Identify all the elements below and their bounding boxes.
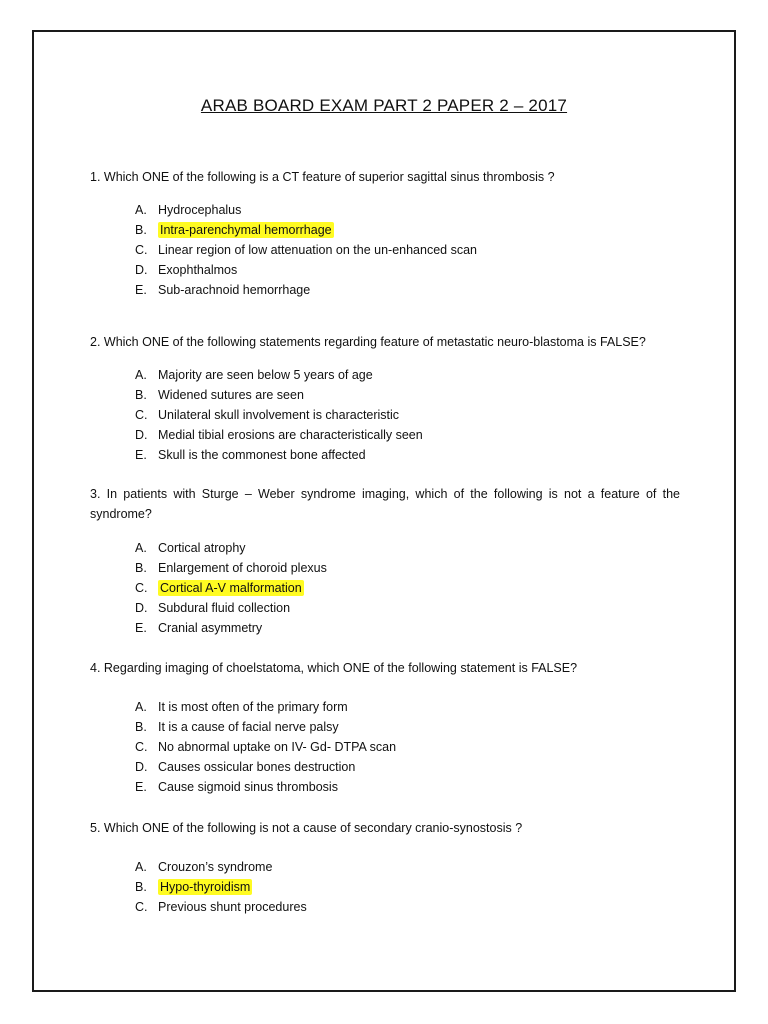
option-text: Cortical atrophy: [158, 541, 246, 555]
option-2d: [135, 425, 695, 445]
option-3b: [135, 558, 695, 578]
page-title: ARAB BOARD EXAM PART 2 PAPER 2 – 2017: [200, 96, 568, 115]
option-3c: [135, 578, 695, 598]
option-4e: [135, 777, 695, 797]
option-text: Exophthalmos: [158, 263, 238, 277]
option-letter: C.: [135, 581, 148, 595]
option-letter: A.: [135, 368, 147, 382]
option-text: Skull is the commonest bone affected: [158, 448, 366, 462]
option-1e: [135, 280, 695, 300]
question-2-text: 2. Which ONE of the following statements regarding feature of metastatic neuro-blastoma is FALSE?: [90, 335, 646, 349]
option-text: Unilateral skull involvement is characteristic: [158, 408, 400, 422]
question-5: [90, 818, 680, 838]
option-5b: [135, 877, 695, 897]
option-text: Crouzon’s syndrome: [158, 860, 273, 874]
question-4-text: 4. Regarding imaging of choelstatoma, which ONE of the following statement is FALSE?: [90, 661, 578, 675]
option-text: Medial tibial erosions are characteristically seen: [158, 428, 423, 442]
option-4d: [135, 757, 695, 777]
option-letter: C.: [135, 408, 148, 422]
option-1a: [135, 200, 695, 220]
option-text: It is a cause of facial nerve palsy: [158, 720, 339, 734]
option-1d: [135, 260, 695, 280]
highlighted-answer: Intra-parenchymal hemorrhage: [160, 223, 332, 237]
question-3: [90, 484, 680, 524]
option-text: Linear region of low attenuation on the un-enhanced scan: [158, 243, 477, 257]
option-1c: [135, 240, 695, 260]
option-text: Previous shunt procedures: [158, 900, 307, 914]
option-4a: [135, 697, 695, 717]
question-5-text: 5. Which ONE of the following is not a cause of secondary cranio-synostosis ?: [90, 821, 523, 835]
option-1b: [135, 220, 695, 240]
option-4b: [135, 717, 695, 737]
option-letter: A.: [135, 541, 147, 555]
option-text: Cause sigmoid sinus thrombosis: [158, 780, 338, 794]
option-letter: D.: [135, 428, 148, 442]
option-3a: [135, 538, 695, 558]
option-letter: E.: [135, 780, 147, 794]
option-letter: A.: [135, 700, 147, 714]
option-4c: [135, 737, 695, 757]
option-text: No abnormal uptake on IV- Gd- DTPA scan: [158, 740, 397, 754]
question-1: [90, 167, 680, 187]
question-3-text: 3. In patients with Sturge – Weber syndrome imaging, which of the following is not a feature of the syndrome?: [90, 487, 680, 521]
option-text: Hydrocephalus: [158, 203, 242, 217]
option-letter: A.: [135, 203, 147, 217]
option-5a: [135, 857, 695, 877]
option-3e: [135, 618, 695, 638]
option-letter: B.: [135, 561, 147, 575]
option-letter: B.: [135, 880, 147, 894]
option-letter: E.: [135, 283, 147, 297]
option-letter: B.: [135, 388, 147, 402]
option-2e: [135, 445, 695, 465]
option-2c: [135, 405, 695, 425]
option-letter: D.: [135, 760, 148, 774]
option-letter: A.: [135, 860, 147, 874]
question-2-options: [135, 365, 695, 465]
option-letter: C.: [135, 243, 148, 257]
option-letter: D.: [135, 601, 148, 615]
question-1-text: 1. Which ONE of the following is a CT feature of superior sagittal sinus thrombosis ?: [90, 170, 555, 184]
option-letter: E.: [135, 621, 147, 635]
option-letter: C.: [135, 900, 148, 914]
option-letter: E.: [135, 448, 147, 462]
option-text: Cranial asymmetry: [158, 621, 263, 635]
option-text: Enlargement of choroid plexus: [158, 561, 327, 575]
option-text: Causes ossicular bones destruction: [158, 760, 356, 774]
option-2a: [135, 365, 695, 385]
option-text: It is most often of the primary form: [158, 700, 348, 714]
option-text: Widened sutures are seen: [158, 388, 304, 402]
option-5c: [135, 897, 695, 917]
question-5-options: [135, 857, 695, 917]
question-3-options: [135, 538, 695, 638]
option-3d: [135, 598, 695, 618]
option-text: Sub-arachnoid hemorrhage: [158, 283, 311, 297]
question-4-options: [135, 697, 695, 797]
option-text: Majority are seen below 5 years of age: [158, 368, 373, 382]
option-letter: B.: [135, 223, 147, 237]
highlighted-answer: Cortical A-V malformation: [160, 581, 302, 595]
option-letter: D.: [135, 263, 148, 277]
option-letter: B.: [135, 720, 147, 734]
highlighted-answer: Hypo-thyroidism: [160, 880, 251, 894]
option-letter: C.: [135, 740, 148, 754]
question-4: [90, 658, 680, 678]
question-2: [90, 332, 680, 352]
option-2b: [135, 385, 695, 405]
option-text: Subdural fluid collection: [158, 601, 291, 615]
question-1-options: [135, 200, 695, 300]
